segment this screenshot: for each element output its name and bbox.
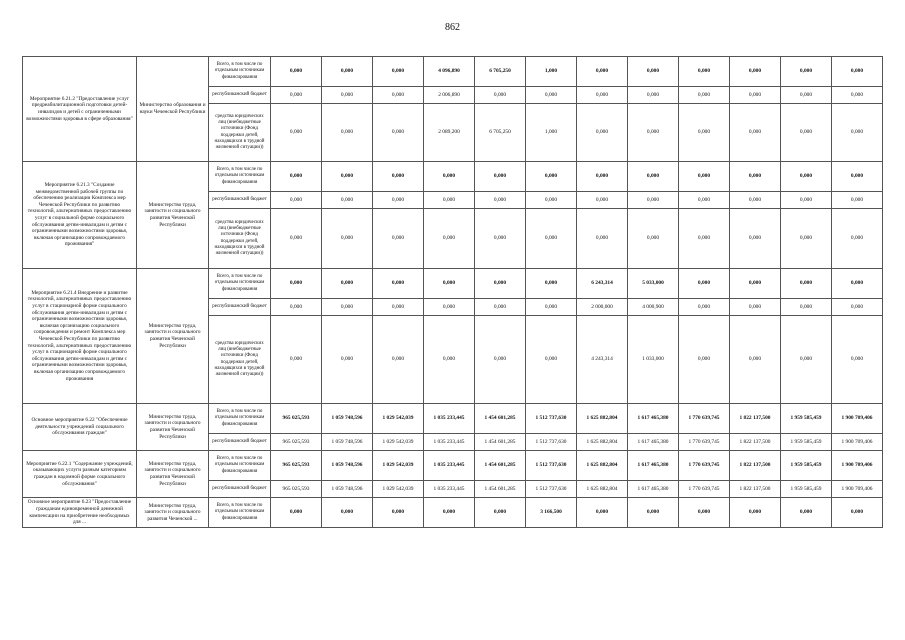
amount-cell: 1 512 737,630	[526, 481, 577, 498]
page-number: 862	[445, 22, 460, 33]
amount-cell: 4 243,314	[577, 316, 628, 404]
amount-cell: 0,000	[271, 498, 322, 528]
amount-cell: 4 096,890	[424, 57, 475, 87]
amount-cell: 0,000	[679, 269, 730, 299]
table-row	[23, 451, 883, 481]
amount-cell: 0,000	[424, 316, 475, 404]
amount-cell: 1 770 639,745	[679, 451, 730, 481]
amount-cell: 0,000	[781, 192, 832, 209]
amount-cell: 0,000	[424, 498, 475, 528]
table-row	[23, 162, 883, 192]
funding-source-cell: Всего, в том числе по отдельным источникам финансирования	[209, 404, 271, 434]
executor-cell: Министерство труда, занятости и социального развития Чеченской Республики	[137, 162, 209, 269]
funding-source-cell: Всего, в том числе по отдельным источникам финансирования	[209, 162, 271, 192]
amount-cell: 1 625 882,804	[577, 404, 628, 434]
amount-cell: 0,000	[322, 299, 373, 316]
amount-cell: 0,000	[526, 316, 577, 404]
amount-cell: 0,000	[832, 57, 883, 87]
funding-source-cell: республиканский бюджет	[209, 299, 271, 316]
amount-cell: 6 243,314	[577, 269, 628, 299]
amount-cell: 0,000	[628, 162, 679, 192]
amount-cell: 0,000	[424, 162, 475, 192]
amount-cell: 0,000	[373, 87, 424, 104]
funding-source-cell: средства юридических лиц (внебюджетные источники (Фонд поддержки детей, находящихся в трудной жизненной ситуации))	[209, 209, 271, 269]
amount-cell: 0,000	[271, 104, 322, 162]
amount-cell: 0,000	[679, 209, 730, 269]
amount-cell: 3 166,500	[526, 498, 577, 528]
amount-cell: 0,000	[373, 316, 424, 404]
amount-cell: 0,000	[628, 57, 679, 87]
amount-cell: 0,000	[271, 299, 322, 316]
amount-cell: 0,000	[577, 87, 628, 104]
amount-cell: 0,000	[628, 498, 679, 528]
executor-cell: Министерство труда, занятости и социального развития Чеченской Республики	[137, 451, 209, 498]
amount-cell: 0,000	[730, 192, 781, 209]
amount-cell: 0,000	[832, 104, 883, 162]
amount-cell: 0,000	[373, 299, 424, 316]
amount-cell: 0,000	[373, 192, 424, 209]
amount-cell: 0,000	[781, 162, 832, 192]
amount-cell: 965 025,593	[271, 451, 322, 481]
amount-cell: 1 512 737,630	[526, 434, 577, 451]
amount-cell: 0,000	[526, 162, 577, 192]
table-row	[23, 498, 883, 528]
amount-cell: 6 705,250	[475, 57, 526, 87]
amount-cell: 0,000	[475, 209, 526, 269]
amount-cell: 0,000	[679, 498, 730, 528]
funding-source-cell: республиканский бюджет	[209, 434, 271, 451]
measure-name-cell: Мероприятие 6.21.3 "Создание межведомственной рабочей группы по обеспечению реализации Комплекса мер Чеченской Республики по развитию технологий, альтернативных предоставлению услуг в социальной форме социального обслуживания детям-инвалидам и детям с ограниченными возможностями здоровья, включая организацию сопровождаемого проживания"	[23, 162, 137, 269]
amount-cell: 0,000	[526, 192, 577, 209]
amount-cell: 0,000	[322, 104, 373, 162]
amount-cell: 0,000	[730, 269, 781, 299]
amount-cell: 0,000	[679, 57, 730, 87]
amount-cell: 0,000	[424, 269, 475, 299]
amount-cell: 0,000	[832, 209, 883, 269]
amount-cell: 0,000	[271, 209, 322, 269]
funding-source-cell: Всего, в том числе по отдельным источникам финансирования	[209, 451, 271, 481]
amount-cell: 2 000,000	[577, 299, 628, 316]
amount-cell: 0,000	[628, 104, 679, 162]
funding-source-cell: Всего, в том числе по отдельным источникам финансирования	[209, 269, 271, 299]
amount-cell: 965 025,593	[271, 481, 322, 498]
amount-cell: 0,000	[373, 498, 424, 528]
amount-cell: 0,000	[271, 269, 322, 299]
amount-cell: 0,000	[832, 498, 883, 528]
amount-cell: 0,000	[730, 209, 781, 269]
amount-cell: 0,000	[424, 192, 475, 209]
amount-cell: 0,000	[628, 87, 679, 104]
funding-source-cell: средства юридических лиц (внебюджетные источники (Фонд поддержки детей, находящихся в трудной жизненной ситуации))	[209, 316, 271, 404]
amount-cell: 1 900 709,406	[832, 451, 883, 481]
amount-cell: 0,000	[322, 192, 373, 209]
table-row	[23, 57, 883, 87]
amount-cell: 1 512 737,630	[526, 451, 577, 481]
funding-source-cell: Всего, в том числе по отдельным источникам финансирования	[209, 498, 271, 528]
amount-cell: 0,000	[475, 316, 526, 404]
amount-cell: 4 000,900	[628, 299, 679, 316]
executor-cell: Министерство труда, занятости и социального развития Чеченской Республики	[137, 269, 209, 404]
amount-cell: 0,000	[322, 269, 373, 299]
amount-cell: 1 512 737,630	[526, 404, 577, 434]
amount-cell: 0,000	[832, 87, 883, 104]
amount-cell: 1 035 233,445	[424, 434, 475, 451]
amount-cell: 1,000	[526, 57, 577, 87]
amount-cell: 0,000	[475, 192, 526, 209]
amount-cell: 1 033,000	[628, 316, 679, 404]
amount-cell: 0,000	[628, 209, 679, 269]
table-row	[23, 269, 883, 299]
measure-name-cell: Мероприятие 6.22.1 "Содержание учреждений, оказывающих услуги разным категориям граждан в надомной форме социального обслуживания"	[23, 451, 137, 498]
amount-cell: 0,000	[577, 162, 628, 192]
amount-cell: 0,000	[832, 299, 883, 316]
amount-cell: 0,000	[679, 162, 730, 192]
amount-cell: 965 025,593	[271, 434, 322, 451]
amount-cell: 1 059 748,596	[322, 404, 373, 434]
amount-cell: 0,000	[730, 162, 781, 192]
amount-cell: 0,000	[475, 299, 526, 316]
amount-cell: 0,000	[577, 498, 628, 528]
amount-cell: 5 033,000	[628, 269, 679, 299]
executor-cell: Министерство труда, занятости и социального развития Чеченской ...	[137, 498, 209, 528]
amount-cell: 0,000	[475, 87, 526, 104]
amount-cell: 1 454 601,285	[475, 451, 526, 481]
funding-source-cell: республиканский бюджет	[209, 481, 271, 498]
amount-cell: 0,000	[577, 104, 628, 162]
amount-cell: 0,000	[832, 162, 883, 192]
amount-cell: 1 029 542,039	[373, 451, 424, 481]
amount-cell: 1 617 465,380	[628, 451, 679, 481]
amount-cell: 1 059 748,596	[322, 481, 373, 498]
amount-cell: 0,000	[424, 299, 475, 316]
measure-name-cell: Мероприятие 6.21.4 Внедрение и развитие технологий, альтернативных предоставлению услуг в стационарной форме социального обслуживания детям-инвалидам и детям с ограниченными возможностями здоровья, включая организацию социального сопровождения и ремонт Комплекса мер Чеченской Республики по развитию технологий, альтернативных предоставлению услуг в стационарной форме социального обслуживания детям-инвалидам и детям с ограниченными возможностями здоровья, включая организацию сопровождаемого проживания	[23, 269, 137, 404]
amount-cell: 965 025,593	[271, 404, 322, 434]
amount-cell: 0,000	[679, 316, 730, 404]
amount-cell: 1 617 465,380	[628, 404, 679, 434]
amount-cell: 0,000	[577, 57, 628, 87]
budget-table	[22, 56, 883, 528]
amount-cell: 0,000	[322, 57, 373, 87]
amount-cell: 1 959 585,459	[781, 451, 832, 481]
amount-cell: 1 770 639,745	[679, 404, 730, 434]
amount-cell: 0,000	[271, 87, 322, 104]
amount-cell: 2 006,890	[424, 87, 475, 104]
amount-cell: 0,000	[781, 498, 832, 528]
amount-cell: 1 625 882,804	[577, 451, 628, 481]
amount-cell: 1 959 585,459	[781, 481, 832, 498]
amount-cell: 1 035 233,445	[424, 404, 475, 434]
amount-cell: 0,000	[832, 192, 883, 209]
amount-cell: 0,000	[730, 498, 781, 528]
amount-cell: 1 770 639,745	[679, 481, 730, 498]
amount-cell: 0,000	[475, 269, 526, 299]
amount-cell: 1 770 639,745	[679, 434, 730, 451]
amount-cell: 0,000	[526, 299, 577, 316]
amount-cell: 0,000	[832, 316, 883, 404]
amount-cell: 0,000	[526, 209, 577, 269]
amount-cell: 0,000	[271, 316, 322, 404]
amount-cell: 0,000	[577, 209, 628, 269]
amount-cell: 1 822 137,500	[730, 434, 781, 451]
amount-cell: 0,000	[730, 87, 781, 104]
amount-cell: 1 822 137,500	[730, 451, 781, 481]
amount-cell: 1 454 601,285	[475, 434, 526, 451]
amount-cell: 0,000	[730, 104, 781, 162]
amount-cell: 0,000	[628, 192, 679, 209]
amount-cell: 1 900 709,406	[832, 481, 883, 498]
amount-cell: 1 959 585,459	[781, 434, 832, 451]
amount-cell: 0,000	[475, 498, 526, 528]
amount-cell: 0,000	[322, 87, 373, 104]
amount-cell: 0,000	[271, 162, 322, 192]
measure-name-cell: Основное мероприятие 6.22 "Обеспечение деятельности учреждений социального обслуживания граждан"	[23, 404, 137, 451]
measure-name-cell: Основное мероприятие 6.23 "Предоставление гражданам единовременной денежной компенсации на приобретение необходимых для ...	[23, 498, 137, 528]
funding-source-cell: республиканский бюджет	[209, 87, 271, 104]
amount-cell: 1,000	[526, 104, 577, 162]
amount-cell: 0,000	[781, 269, 832, 299]
amount-cell: 1 822 137,500	[730, 404, 781, 434]
amount-cell: 0,000	[373, 104, 424, 162]
amount-cell: 1 035 233,445	[424, 451, 475, 481]
executor-cell: Министерство труда, занятости и социального развития Чеченской Республики	[137, 404, 209, 451]
amount-cell: 0,000	[322, 498, 373, 528]
amount-cell: 0,000	[679, 104, 730, 162]
amount-cell: 0,000	[271, 57, 322, 87]
amount-cell: 0,000	[781, 316, 832, 404]
amount-cell: 0,000	[781, 209, 832, 269]
amount-cell: 1 959 585,459	[781, 404, 832, 434]
amount-cell: 0,000	[577, 192, 628, 209]
amount-cell: 0,000	[475, 162, 526, 192]
amount-cell: 0,000	[424, 209, 475, 269]
amount-cell: 2 089,200	[424, 104, 475, 162]
amount-cell: 0,000	[781, 104, 832, 162]
amount-cell: 0,000	[526, 87, 577, 104]
amount-cell: 0,000	[373, 162, 424, 192]
amount-cell: 1 035 233,445	[424, 481, 475, 498]
table-row	[23, 404, 883, 434]
executor-cell: Министерство образования и науки Чеченской Республики	[137, 57, 209, 162]
amount-cell: 1 029 542,039	[373, 404, 424, 434]
amount-cell: 1 900 709,406	[832, 434, 883, 451]
amount-cell: 1 059 748,596	[322, 434, 373, 451]
amount-cell: 1 029 542,039	[373, 434, 424, 451]
amount-cell: 0,000	[322, 209, 373, 269]
amount-cell: 0,000	[730, 299, 781, 316]
amount-cell: 1 029 542,039	[373, 481, 424, 498]
amount-cell: 1 617 465,380	[628, 481, 679, 498]
amount-cell: 0,000	[373, 209, 424, 269]
amount-cell: 0,000	[322, 316, 373, 404]
amount-cell: 0,000	[271, 192, 322, 209]
funding-source-cell: республиканский бюджет	[209, 192, 271, 209]
amount-cell: 1 454 601,285	[475, 481, 526, 498]
amount-cell: 1 454 601,285	[475, 404, 526, 434]
funding-source-cell: средства юридических лиц (внебюджетные источники (Фонд поддержки детей, находящихся в трудной жизненной ситуации))	[209, 104, 271, 162]
amount-cell: 0,000	[832, 269, 883, 299]
amount-cell: 1 059 748,596	[322, 451, 373, 481]
amount-cell: 1 625 882,804	[577, 434, 628, 451]
amount-cell: 6 705,250	[475, 104, 526, 162]
amount-cell: 1 625 882,804	[577, 481, 628, 498]
funding-source-cell: Всего, в том числе по отдельным источникам финансирования	[209, 57, 271, 87]
measure-name-cell: Мероприятие 6.21.2 "Предоставление услуг предреабилитационной подготовки детей-инвалидов и детей с ограниченными возможностями здоровья в сфере образования"	[23, 57, 137, 162]
amount-cell: 0,000	[781, 87, 832, 104]
amount-cell: 0,000	[730, 57, 781, 87]
amount-cell: 0,000	[373, 269, 424, 299]
amount-cell: 0,000	[679, 192, 730, 209]
amount-cell: 0,000	[679, 87, 730, 104]
amount-cell: 0,000	[322, 162, 373, 192]
amount-cell: 0,000	[781, 57, 832, 87]
amount-cell: 1 900 709,406	[832, 404, 883, 434]
amount-cell: 0,000	[373, 57, 424, 87]
amount-cell: 1 822 137,500	[730, 481, 781, 498]
amount-cell: 0,000	[679, 299, 730, 316]
amount-cell: 0,000	[526, 269, 577, 299]
amount-cell: 0,000	[730, 316, 781, 404]
amount-cell: 1 617 465,380	[628, 434, 679, 451]
amount-cell: 0,000	[781, 299, 832, 316]
